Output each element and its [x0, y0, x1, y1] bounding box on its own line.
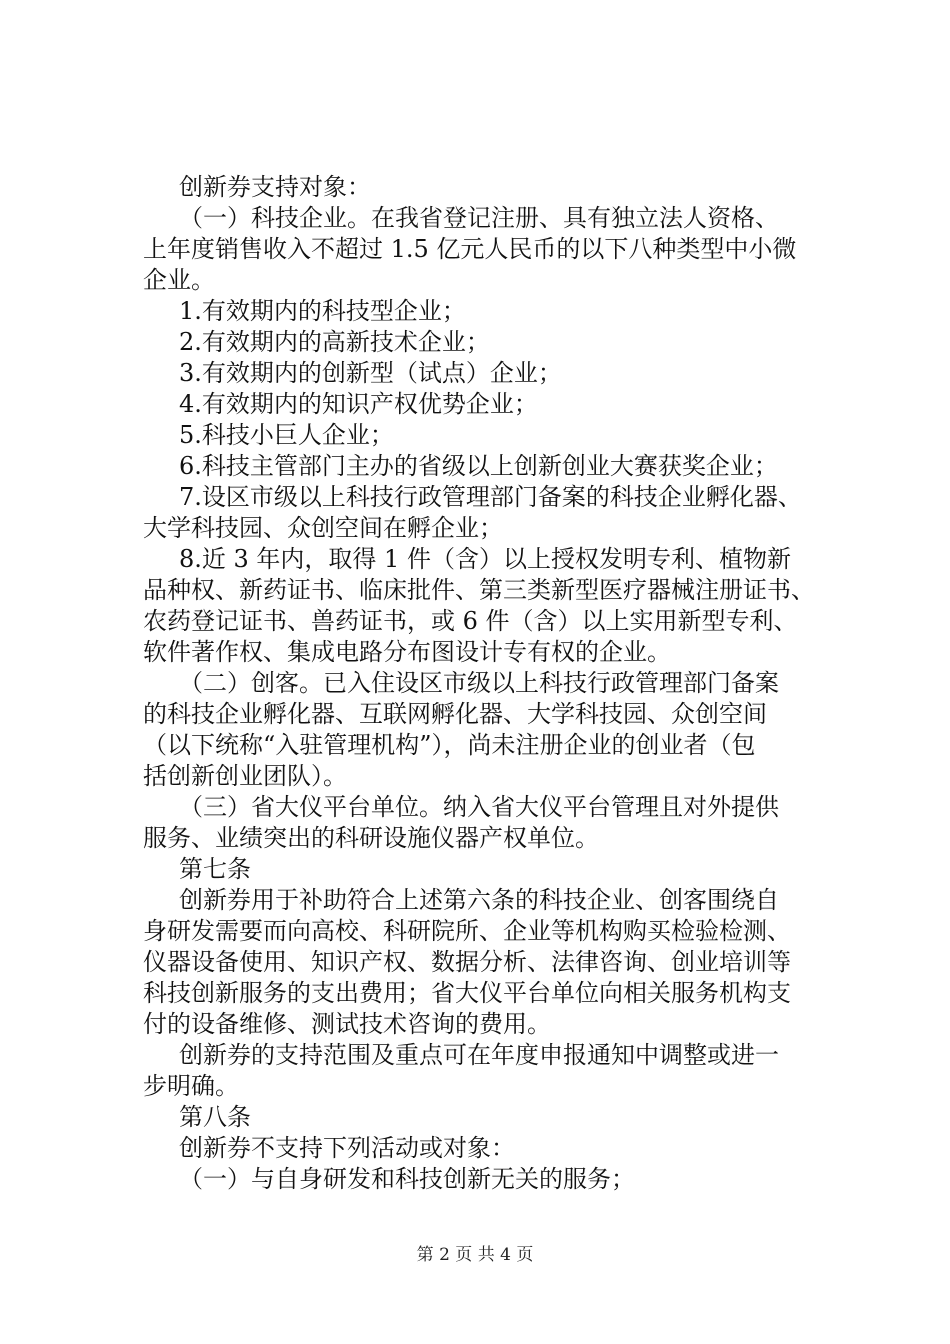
- document-line: 2.有效期内的高新技术企业；: [179, 328, 490, 356]
- document-line: 8.近 3 年内，取得 1 件（含）以上授权发明专利、植物新: [179, 545, 791, 573]
- document-line: 服务、业绩突出的科研设施仪器产权单位。: [143, 824, 599, 852]
- document-line: 3.有效期内的创新型（试点）企业；: [179, 359, 562, 387]
- page-footer: 第 2 页 共 4 页: [416, 1245, 534, 1265]
- document-line: 农药登记证书、兽药证书，或 6 件（含）以上实用新型专利、: [143, 607, 798, 635]
- document-line: 软件著作权、集成电路分布图设计专有权的企业。: [143, 638, 671, 666]
- document-line: 7.设区市级以上科技行政管理部门备案的科技企业孵化器、: [179, 483, 802, 511]
- document-line: 创新券不支持下列活动或对象：: [179, 1134, 515, 1162]
- document-line: 大学科技园、众创空间在孵企业；: [143, 514, 503, 542]
- document-line: 品种权、新药证书、临床批件、第三类新型医疗器械注册证书、: [143, 576, 815, 604]
- document-line: 科技创新服务的支出费用；省大仪平台单位向相关服务机构支: [143, 979, 791, 1007]
- document-line: （一）与自身研发和科技创新无关的服务；: [179, 1165, 635, 1193]
- document-line: 步明确。: [143, 1072, 239, 1100]
- document-line: 仪器设备使用、知识产权、数据分析、法律咨询、创业培训等: [143, 948, 791, 976]
- document-body: [143, 172, 833, 1195]
- document-line: 身研发需要而向高校、科研院所、企业等机构购买检验检测、: [143, 917, 791, 945]
- document-line: （三）省大仪平台单位。纳入省大仪平台管理且对外提供: [179, 793, 779, 821]
- document-line: 4.有效期内的知识产权优势企业；: [179, 390, 538, 418]
- document-line: 6.科技主管部门主办的省级以上创新创业大赛获奖企业；: [179, 452, 778, 480]
- document-line: 第八条: [179, 1103, 251, 1131]
- document-line: 1.有效期内的科技型企业；: [179, 297, 466, 325]
- document-line: 的科技企业孵化器、互联网孵化器、大学科技园、众创空间: [143, 700, 767, 728]
- document-line: （一）科技企业。在我省登记注册、具有独立法人资格、: [179, 204, 779, 232]
- document-line: 5.科技小巨人企业；: [179, 421, 394, 449]
- document-line: （二）创客。已入住设区市级以上科技行政管理部门备案: [179, 669, 779, 697]
- document-line: 第七条: [179, 855, 251, 883]
- document-line: 付的设备维修、测试技术咨询的费用。: [143, 1010, 551, 1038]
- document-line: 创新券支持对象：: [179, 173, 371, 201]
- document-line: （以下统称“入驻管理机构”），尚未注册企业的创业者（包: [143, 731, 756, 759]
- document-line: 创新券的支持范围及重点可在年度申报通知中调整或进一: [179, 1041, 779, 1069]
- document-line: 上年度销售收入不超过 1.5 亿元人民币的以下八种类型中小微: [143, 235, 797, 263]
- document-line: 企业。: [143, 266, 215, 294]
- document-line: 创新券用于补助符合上述第六条的科技企业、创客围绕自: [179, 886, 779, 914]
- document-line: 括创新创业团队）。: [143, 762, 347, 790]
